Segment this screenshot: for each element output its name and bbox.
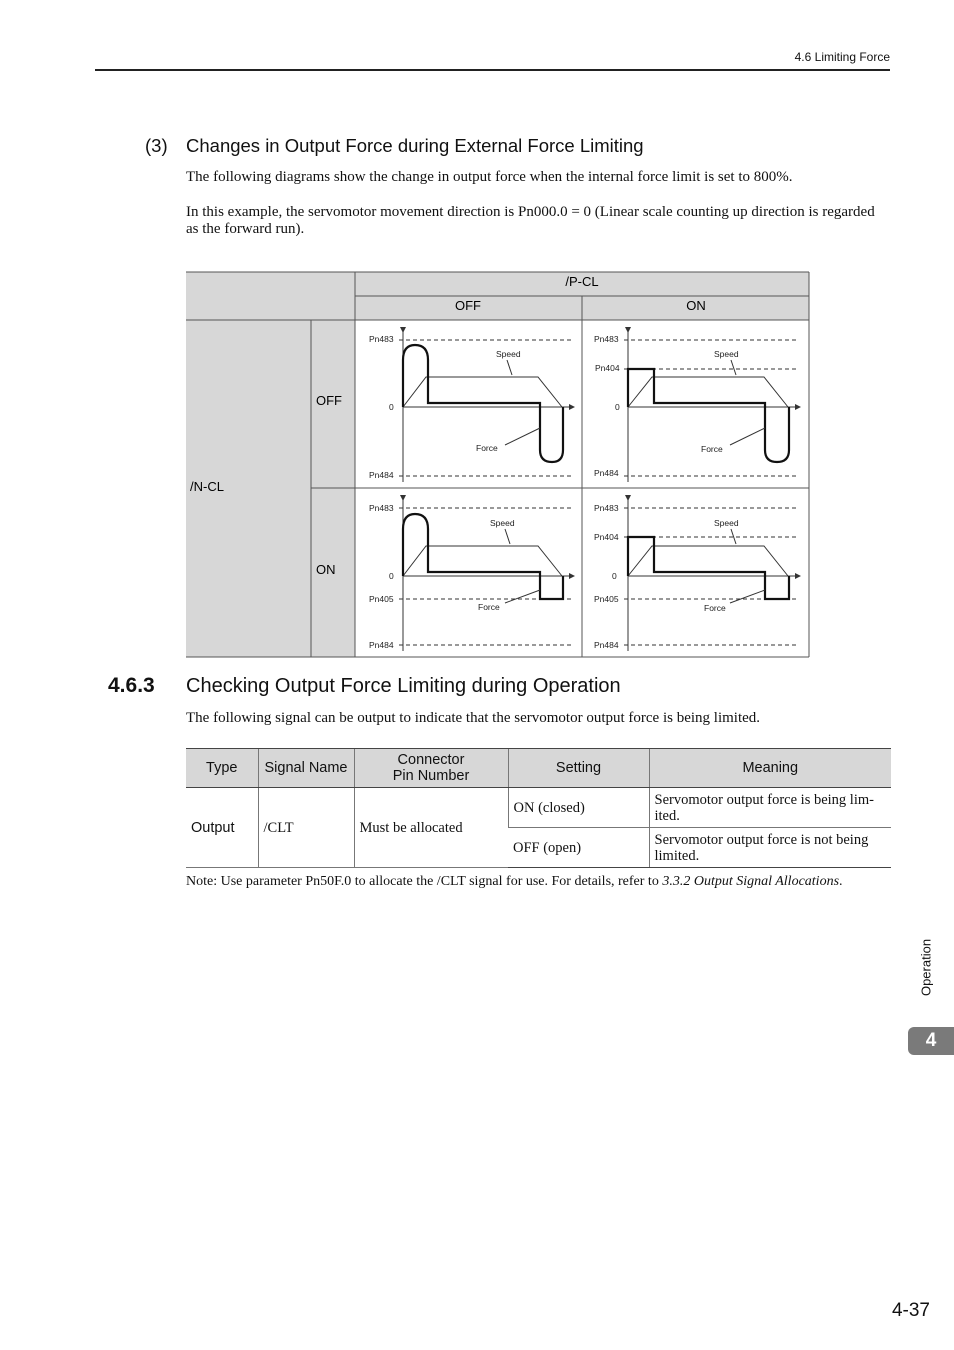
svg-text:0: 0 [389, 571, 394, 581]
paragraph-intro: The following diagrams show the change in output force when the internal force limit is set to 800%. [186, 169, 793, 185]
paragraph-signal: The following signal can be output to indicate that the servomotor output force is being limited. [186, 710, 761, 726]
running-head: 4.6 Limiting Force [794, 50, 890, 64]
panel-pcl-off-ncl-on [369, 498, 572, 651]
diagram-corner-cell [186, 272, 355, 320]
diagram-ncl-off: OFF [316, 393, 342, 408]
svg-text:Pn405: Pn405 [369, 594, 394, 604]
header-setting: Setting [508, 749, 649, 788]
svg-text:Pn404: Pn404 [594, 532, 619, 542]
page-number: 4-37 [891, 1300, 930, 1321]
diagram-pcl-on: ON [686, 298, 706, 313]
header-meaning: Meaning [649, 749, 891, 788]
cell-meaning: Servomotor output force is not being limited. [649, 828, 891, 868]
panel-pcl-off-ncl-off [369, 330, 572, 482]
cell-type: Output [186, 788, 258, 868]
svg-text:Pn404: Pn404 [595, 363, 620, 373]
svg-text:0: 0 [612, 571, 617, 581]
section-number: 4.6.3 [108, 674, 155, 697]
svg-text:Speed: Speed [714, 518, 739, 528]
panel-pcl-on-ncl-on [594, 498, 798, 651]
svg-text:Pn483: Pn483 [369, 503, 394, 513]
signal-table [186, 748, 891, 868]
header-signal-name: Signal Name [258, 749, 354, 788]
chapter-tab: 4 [908, 1027, 954, 1055]
sidebar-label: Operation [918, 938, 934, 997]
svg-text:Pn484: Pn484 [369, 470, 394, 480]
svg-text:Force: Force [476, 443, 498, 453]
cell-setting: ON (closed) [508, 788, 649, 828]
svg-text:Speed: Speed [714, 349, 739, 359]
diagram-pcl-off: OFF [455, 298, 481, 313]
svg-text:Pn484: Pn484 [594, 468, 619, 478]
svg-text:Speed: Speed [496, 349, 521, 359]
svg-text:Force: Force [701, 444, 723, 454]
subsection-number: (3) [145, 135, 168, 156]
svg-text:Force: Force [478, 602, 500, 612]
table-row [186, 788, 891, 828]
svg-text:Pn483: Pn483 [594, 503, 619, 513]
panel-pcl-on-ncl-off [594, 330, 798, 482]
diagram-ncl-label: /N-CL [190, 479, 224, 494]
header-connector: Connector Pin Number [354, 749, 508, 788]
svg-text:0: 0 [389, 402, 394, 412]
cell-setting: OFF (open) [508, 828, 649, 868]
svg-text:Speed: Speed [490, 518, 515, 528]
section-title: Checking Output Force Limiting during Operation [186, 675, 621, 697]
svg-text:Pn405: Pn405 [594, 594, 619, 604]
header-type: Type [186, 749, 258, 788]
svg-text:Force: Force [704, 603, 726, 613]
cell-connector: Must be allocated [354, 788, 508, 868]
subsection-title: Changes in Output Force during External Force Limiting [186, 135, 644, 156]
cell-signal-name: /CLT [258, 788, 354, 868]
svg-text:0: 0 [615, 402, 620, 412]
svg-text:Pn484: Pn484 [594, 640, 619, 650]
svg-text:Pn484: Pn484 [369, 640, 394, 650]
diagram-ncl-on: ON [316, 562, 336, 577]
svg-text:Pn483: Pn483 [594, 334, 619, 344]
signal-table-header [186, 749, 891, 788]
diagram-pcl-label: /P-CL [565, 274, 599, 289]
section-heading [108, 674, 621, 698]
paragraph-direction: In this example, the servomotor movement direction is Pn000.0 = 0 (Linear scale counting up direction is regarded as the forward run). [186, 204, 875, 237]
note-reference-link[interactable]: 3.3.2 Output Signal Allocations [662, 874, 840, 889]
cell-meaning: Servomotor output force is being lim- ited. [649, 788, 891, 828]
svg-text:Pn483: Pn483 [369, 334, 394, 344]
note: Note: Use parameter Pn50F.0 to allocate the /CLT signal for use. For details, refer to 3.3.2 Output Signal Allocations. [186, 874, 843, 889]
